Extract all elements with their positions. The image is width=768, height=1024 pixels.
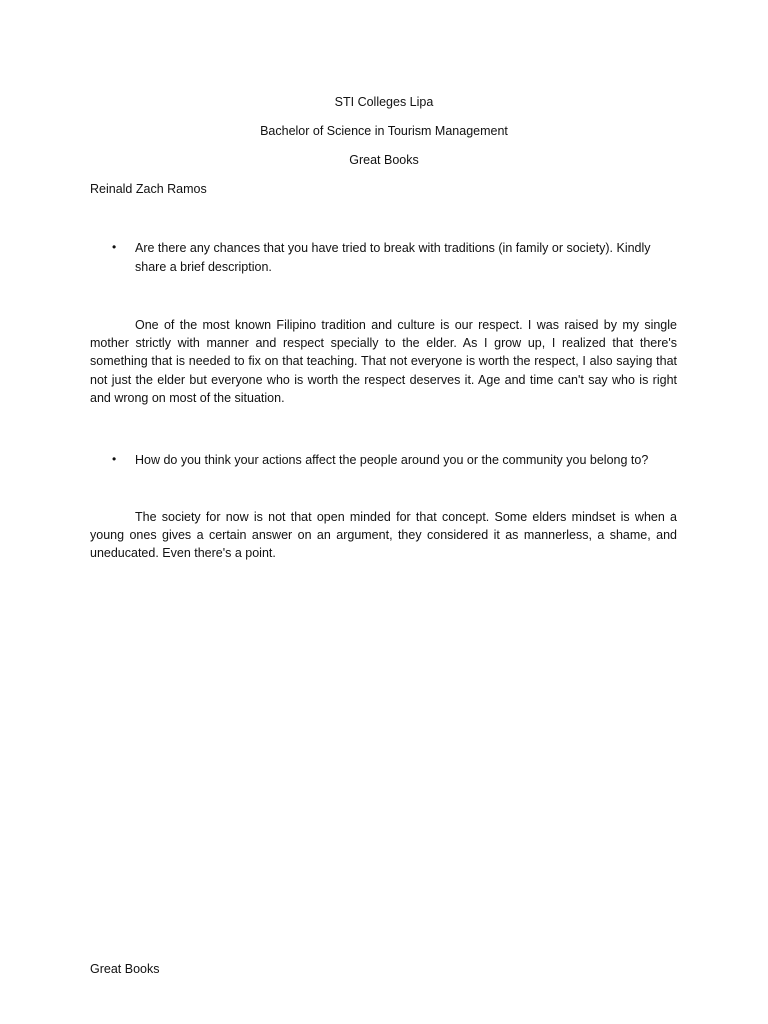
question-2: How do you think your actions affect the people around you or the community you belong to? [135, 453, 649, 467]
school-name: STI Colleges Lipa [334, 95, 434, 109]
answer-1: One of the most known Filipino tradition and culture is our respect. I was raised by my single mother strictly with manner and respect specially to the elder. As I grow up, I realized that there's something that is needed to fix on that teaching. That not everyone is worth the respect, I also saying that not just the elder but everyone who is worth the respect deserves it. Age and time can't say who is right and wrong on most of the situation. [90, 318, 677, 405]
bullet-icon: • [112, 452, 117, 466]
author-name: Reinald Zach Ramos [90, 182, 207, 196]
program-name: Bachelor of Science in Tourism Management [260, 124, 508, 138]
course-title: Great Books [349, 153, 419, 167]
answer-2: The society for now is not that open minded for that concept. Some elders mindset is when a young ones gives a certain answer on an argument, they considered it as mannerless, a shame, and uneducated. Even there's a point. [90, 510, 677, 561]
question-1: Are there any chances that you have tried to break with traditions (in family or society). Kindly share a brief description. [135, 241, 651, 274]
bullet-icon: • [112, 240, 117, 254]
footer-text: Great Books [90, 962, 160, 976]
